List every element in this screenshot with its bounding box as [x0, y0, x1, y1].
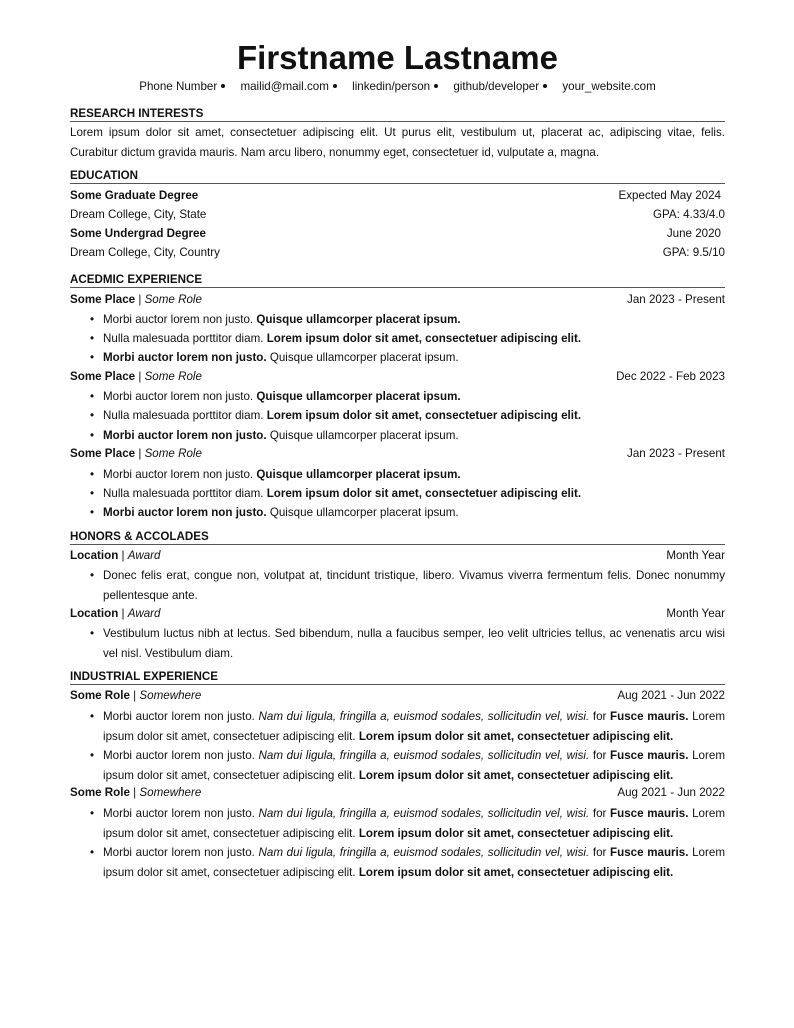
- list-item: • Nulla malesuada porttitor diam. Lorem ipsum dolor sit amet, consectetuer adipiscing elit.: [90, 329, 725, 349]
- degree-name: Some Graduate Degree: [70, 189, 199, 202]
- section-heading-honors: HONORS & ACCOLADES: [70, 530, 725, 545]
- bullet-icon: •: [90, 468, 95, 481]
- entry-date: Jan 2023 - Present: [627, 293, 725, 306]
- honor-entry-header: Location | Award Month Year: [70, 607, 725, 620]
- award-name: Award: [127, 549, 161, 562]
- degree-date: Expected May 2024: [618, 189, 721, 202]
- industrial-entry-header: Some Role | Somewhere Aug 2021 - Jun 2022: [70, 689, 725, 702]
- role-name: Some Role: [144, 370, 202, 383]
- contact-linkedin[interactable]: linkedin/person: [352, 79, 438, 95]
- gpa: GPA: 4.33/4.0: [653, 208, 725, 221]
- list-item: • Morbi auctor lorem non justo. Quisque ullamcorper placerat ipsum.: [90, 426, 725, 446]
- list-item: • Nulla malesuada porttitor diam. Lorem ipsum dolor sit amet, consectetuer adipiscing elit.: [90, 484, 725, 504]
- education-school-row: [70, 207, 725, 223]
- contact-website[interactable]: your_website.com: [562, 80, 656, 93]
- bullet-icon: •: [90, 429, 95, 442]
- list-item: • Morbi auctor lorem non justo. Nam dui ligula, fringilla a, euismod sodales, sollicitudin vel, wisi. for Fusce mauris. Lorem ipsum dolor sit amet, consectetuer adipiscing elit. Lorem ipsum dolor sit amet, consectetuer adipiscing elit.: [90, 843, 725, 882]
- award-name: Award: [127, 607, 161, 620]
- degree-date: June 2020: [666, 227, 721, 240]
- school-name: Dream College, City, Country: [70, 246, 220, 259]
- section-heading-education: EDUCATION: [70, 169, 725, 184]
- contact-email[interactable]: mailid@mail.com: [240, 79, 336, 95]
- place-name: Some Place: [70, 370, 136, 383]
- location-name: Location: [70, 607, 119, 620]
- list-item: • Morbi auctor lorem non justo. Quisque ullamcorper placerat ipsum.: [90, 503, 725, 523]
- role-name: Some Role: [144, 447, 202, 460]
- list-item: • Morbi auctor lorem non justo. Quisque ullamcorper placerat ipsum.: [90, 387, 725, 407]
- entry-date: Month Year: [666, 607, 725, 620]
- place-name: Some Place: [70, 293, 136, 306]
- bullet-icon: •: [90, 313, 95, 326]
- list-item: • Nulla malesuada porttitor diam. Lorem ipsum dolor sit amet, consectetuer adipiscing elit.: [90, 406, 725, 426]
- bullet-icon: •: [90, 710, 95, 723]
- role-name: Some Role: [70, 786, 130, 799]
- location-name: Location: [70, 549, 119, 562]
- list-item: • Morbi auctor lorem non justo. Quisque ullamcorper placerat ipsum.: [90, 348, 725, 368]
- bullet-icon: •: [90, 351, 95, 364]
- gpa: GPA: 9.5/10: [662, 246, 725, 259]
- entry-date: Jan 2023 - Present: [627, 447, 725, 460]
- academic-entry-header: Some Place | Some Role Dec 2022 - Feb 2023: [70, 370, 725, 383]
- section-heading-academic: ACEDMIC EXPERIENCE: [70, 273, 725, 288]
- list-item: • Vestibulum luctus nibh at lectus. Sed bibendum, nulla a faucibus semper, leo velit ultricies tellus, ac venenatis arcu wisi vel nisl. Vestibulum diam.: [90, 624, 725, 663]
- bullet-dot-icon: [221, 84, 225, 88]
- academic-entry-header: Some Place | Some Role Jan 2023 - Present: [70, 447, 725, 460]
- education-school-row: [70, 245, 725, 261]
- bullet-dot-icon: [434, 84, 438, 88]
- research-paragraph: Lorem ipsum dolor sit amet, consectetuer adipiscing elit. Ut purus elit, vestibulum ut, placerat ac, adipiscing vitae, felis. Curabitur dictum gravida mauris. Nam arcu libero, nonummy eget, consectetuer id, vulputate a, magna.: [70, 126, 725, 159]
- list-item: • Morbi auctor lorem non justo. Nam dui ligula, fringilla a, euismod sodales, sollicitudin vel, wisi. for Fusce mauris. Lorem ipsum dolor sit amet, consectetuer adipiscing elit. Lorem ipsum dolor sit amet, consectetuer adipiscing elit.: [90, 804, 725, 843]
- contact-github[interactable]: github/developer: [453, 79, 547, 95]
- place-name: Some Place: [70, 447, 136, 460]
- entry-date: Aug 2021 - Jun 2022: [617, 689, 725, 702]
- bullet-icon: •: [90, 390, 95, 403]
- honor-entry-header: Location | Award Month Year: [70, 549, 725, 562]
- degree-name: Some Undergrad Degree: [70, 227, 206, 240]
- bullet-dot-icon: [543, 84, 547, 88]
- bullet-icon: •: [90, 569, 95, 582]
- role-name: Some Role: [144, 293, 202, 306]
- list-item: • Morbi auctor lorem non justo. Quisque ullamcorper placerat ipsum.: [90, 310, 725, 330]
- list-item: • Morbi auctor lorem non justo. Quisque ullamcorper placerat ipsum.: [90, 465, 725, 485]
- role-name: Some Role: [70, 689, 130, 702]
- bullet-icon: •: [90, 409, 95, 422]
- bullet-icon: •: [90, 627, 95, 640]
- section-heading-research: RESEARCH INTERESTS: [70, 107, 725, 122]
- bullet-icon: •: [90, 332, 95, 345]
- contact-phone: Phone Number: [139, 79, 225, 95]
- list-item: • Morbi auctor lorem non justo. Nam dui ligula, fringilla a, euismod sodales, sollicitudin vel, wisi. for Fusce mauris. Lorem ipsum dolor sit amet, consectetuer adipiscing elit. Lorem ipsum dolor sit amet, consectetuer adipiscing elit.: [90, 707, 725, 746]
- industrial-entry-header: Some Role | Somewhere Aug 2021 - Jun 2022: [70, 786, 725, 799]
- section-heading-industrial: INDUSTRIAL EXPERIENCE: [70, 670, 725, 685]
- school-name: Dream College, City, State: [70, 208, 207, 221]
- entry-date: Aug 2021 - Jun 2022: [617, 786, 725, 799]
- bullet-dot-icon: [333, 84, 337, 88]
- bullet-icon: •: [90, 506, 95, 519]
- entry-date: Dec 2022 - Feb 2023: [616, 370, 725, 383]
- bullet-icon: •: [90, 487, 95, 500]
- education-degree-row: [70, 226, 725, 242]
- bullet-icon: •: [90, 807, 95, 820]
- contact-line: [70, 79, 725, 95]
- resume-name: Firstname Lastname: [237, 39, 558, 76]
- list-item: • Donec felis erat, congue non, volutpat at, tincidunt tristique, libero. Vivamus viverra fermentum felis. Donec nonummy pellentesque ante.: [90, 566, 725, 605]
- education-degree-row: [70, 188, 725, 204]
- entry-date: Month Year: [666, 549, 725, 562]
- list-item: • Morbi auctor lorem non justo. Nam dui ligula, fringilla a, euismod sodales, sollicitudin vel, wisi. for Fusce mauris. Lorem ipsum dolor sit amet, consectetuer adipiscing elit. Lorem ipsum dolor sit amet, consectetuer adipiscing elit.: [90, 746, 725, 785]
- place-name: Somewhere: [139, 689, 202, 702]
- bullet-icon: •: [90, 846, 95, 859]
- place-name: Somewhere: [139, 786, 202, 799]
- academic-entry-header: Some Place | Some Role Jan 2023 - Present: [70, 293, 725, 306]
- bullet-icon: •: [90, 749, 95, 762]
